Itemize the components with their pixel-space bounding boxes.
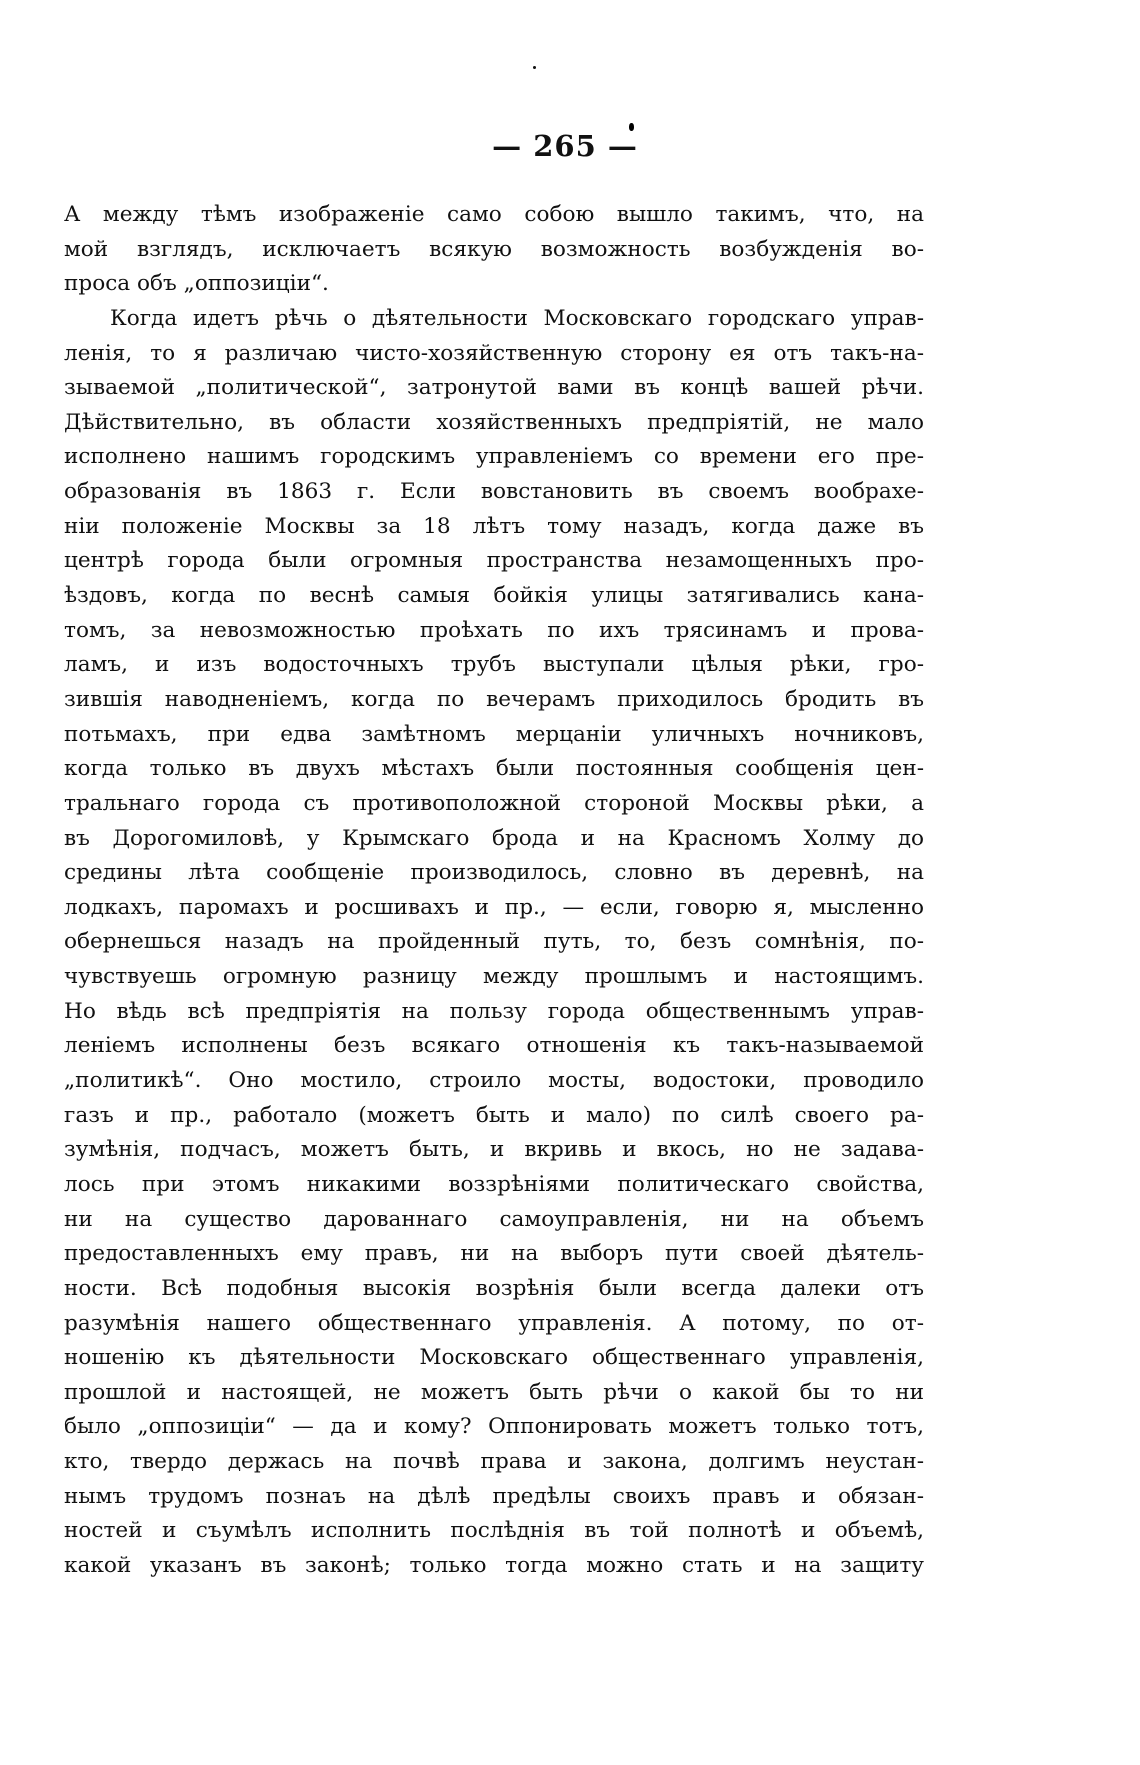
text-line: ности. Всѣ подобныя высокiя возрѣнiя были всегда далеки отъ <box>64 1275 924 1301</box>
text-line: А между тѣмъ изображенiе само собою вышло такимъ, что, на <box>64 202 924 227</box>
text-line: томъ, за невозможностью проѣхать по ихъ трясинамъ и прова- <box>64 617 924 643</box>
text-line: газъ и пр., работало (можетъ быть и мало) по силѣ своего ра- <box>64 1102 924 1128</box>
text-line: проса объ „оппозицiи“. <box>64 271 329 297</box>
text-line: центрѣ города были огромныя пространства незамощенныхъ про- <box>64 548 924 574</box>
text-line: ламъ, и изъ водосточныхъ трубъ выступали цѣлыя рѣки, гро- <box>64 652 924 678</box>
text-line: ѣздовъ, когда по веснѣ самыя бойкiя улицы затягивались кана- <box>64 583 924 609</box>
text-line: ленiемъ исполнены безъ всякаго отношенiя къ такъ-называемой <box>64 1033 924 1059</box>
text-line: тральнаго города съ противоположной стороной Москвы рѣки, а <box>64 790 924 816</box>
text-line: „политикѣ“. Оно мостило, строило мосты, водостоки, проводило <box>64 1068 924 1094</box>
text-line: предоставленныхъ ему правъ, ни на выборъ пути своей дѣятель- <box>64 1241 924 1267</box>
text-line: Дѣйствительно, въ области хозяйственныхъ предпрiятiй, не мало <box>64 409 924 435</box>
text-line: чувствуешь огромную разницу между прошлымъ и настоящимъ. <box>64 964 924 990</box>
text-line: когда только въ двухъ мѣстахъ были постоянныя сообщенiя цен- <box>64 756 924 782</box>
text-line: ленiя, то я различаю чисто-хозяйственную сторону ея отъ такъ-на- <box>64 340 924 366</box>
text-line: зумѣнiя, подчасъ, можетъ быть, и вкривь и вкось, но не задава- <box>64 1137 924 1163</box>
page-number: — 265 — <box>492 129 638 163</box>
text-line: лось при этомъ никакими воззрѣнiями политическаго свойства, <box>64 1171 924 1197</box>
text-line: ношенiю къ дѣятельности Московскаго общественнаго управленiя, <box>64 1345 924 1371</box>
text-line: лодкахъ, паромахъ и росшивахъ и пр., — если, говорю я, мысленно <box>64 894 924 920</box>
text-line: какой указанъ въ законѣ; только тогда можно стать и на защиту <box>64 1552 924 1578</box>
text-line: прошлой и настоящей, не можетъ быть рѣчи о какой бы то ни <box>64 1379 924 1405</box>
text-line: ни на существо дарованнаго самоуправленiя, ни на объемъ <box>64 1206 924 1232</box>
text-line: нымъ трудомъ познаъ на дѣлѣ предѣлы своихъ правъ и обязан- <box>64 1483 924 1509</box>
text-line: ностей и съумѣлъ исполнить послѣднiя въ той полнотѣ и объемѣ, <box>64 1518 924 1544</box>
body-text <box>64 198 924 1584</box>
text-line: было „оппозицiи“ — да и кому? Оппонировать можетъ только тотъ, <box>64 1414 924 1440</box>
text-line: Но вѣдь всѣ предпрiятiя на пользу города общественнымъ управ- <box>64 998 924 1024</box>
text-line: образованiя въ 1863 г. Если вовстановить въ своемъ вообрахе- <box>64 479 924 505</box>
text-line: потьмахъ, при едва замѣтномъ мерцанiи уличныхъ ночниковъ, <box>64 721 924 747</box>
text-line: въ Дорогомиловѣ, у Крымскаго брода и на Красномъ Холму до <box>64 825 924 851</box>
text-line: зившiя наводненiемъ, когда по вечерамъ приходилось бродить въ <box>64 686 924 712</box>
text-line: нiи положенiе Москвы за 18 лѣтъ тому назадъ, когда даже въ <box>64 513 924 539</box>
text-line: кто, твердо держась на почвѣ права и закона, долгимъ неустан- <box>64 1449 924 1475</box>
text-line: мой взглядъ, исключаетъ всякую возможность возбужденiя во- <box>64 236 924 262</box>
text-line: обернешься назадъ на пройденный путь, то, безъ сомнѣнiя, по- <box>64 929 924 955</box>
text-line: Когда идетъ рѣчь о дѣятельности Московскаго городскаго управ- <box>110 305 924 331</box>
speck-mark <box>533 66 536 69</box>
text-line: средины лѣта сообщенiе производилось, словно въ деревнѣ, на <box>64 860 924 886</box>
text-line: разумѣнiя нашего общественнаго управленiя. А потому, по от- <box>64 1310 924 1336</box>
text-line: исполнено нашимъ городскимъ управленiемъ со времени его пре- <box>64 444 924 470</box>
text-line: зываемой „политической“, затронутой вами въ концѣ вашей рѣчи. <box>64 375 924 401</box>
